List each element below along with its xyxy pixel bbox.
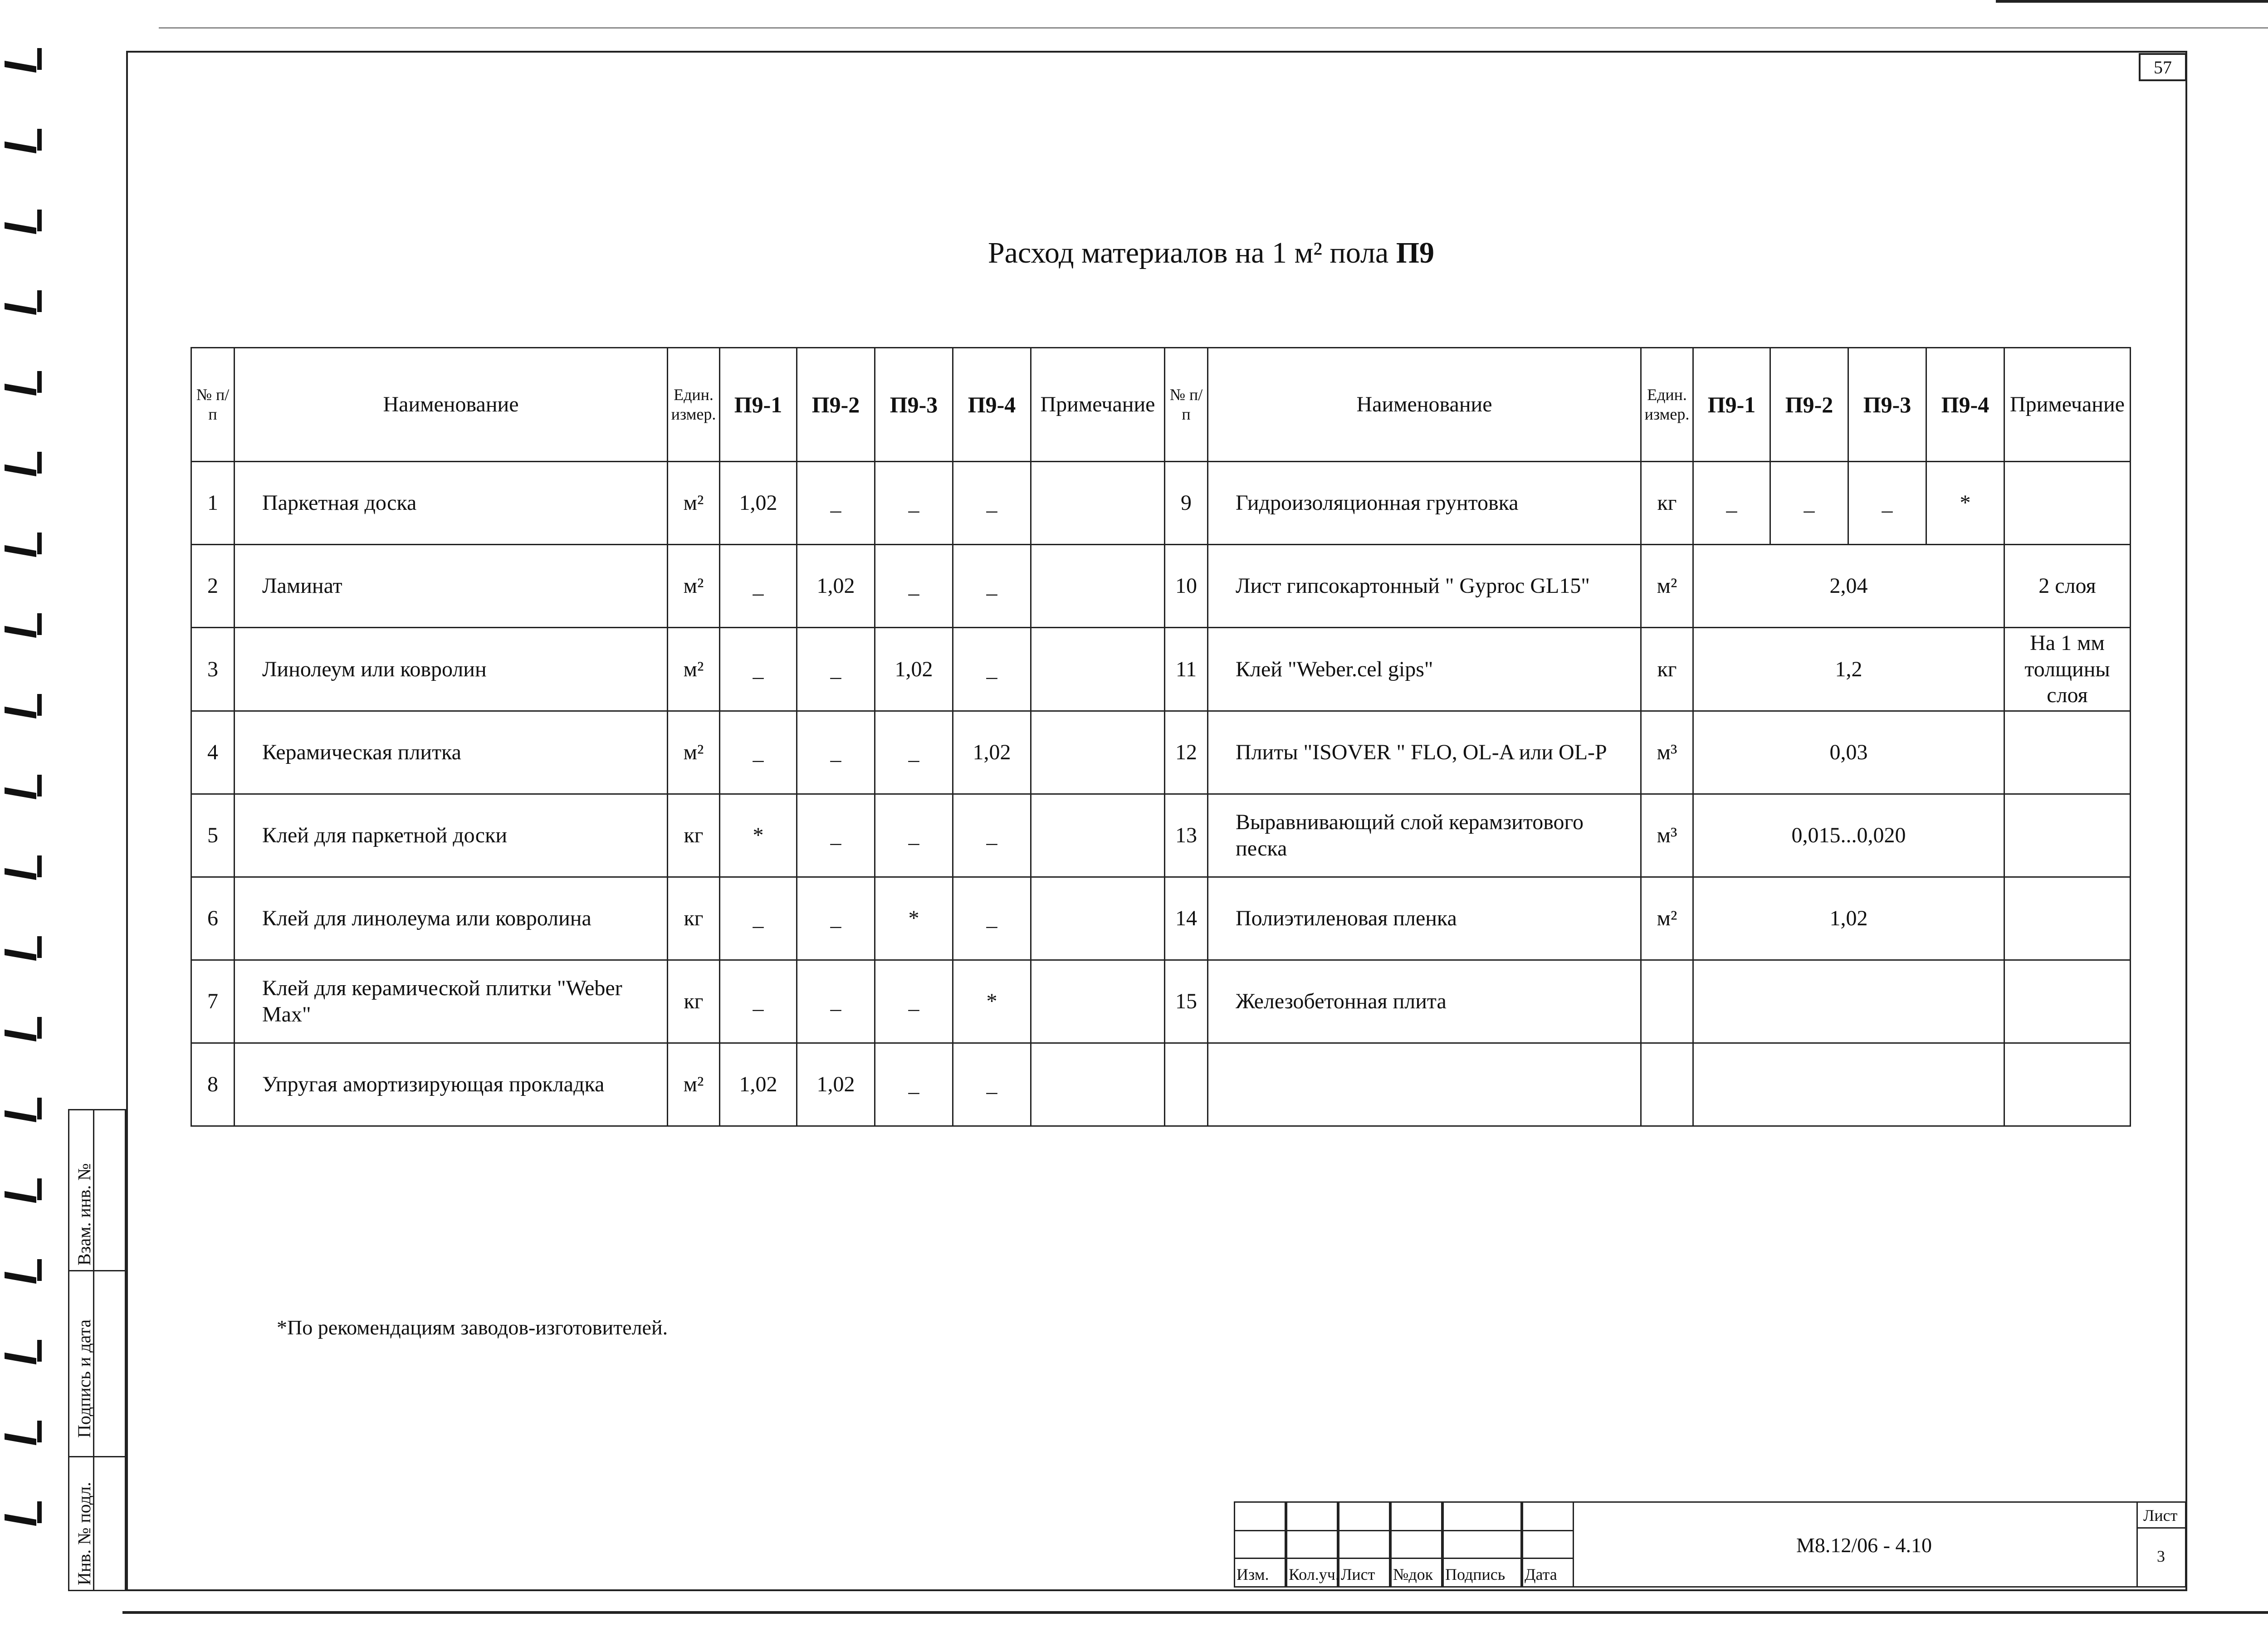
- value-merged: [1693, 1043, 2004, 1126]
- header-note: Примечание: [1031, 348, 1165, 462]
- item-unit: [1641, 960, 1693, 1043]
- title-block-cell-row: [1442, 1530, 1522, 1559]
- header-p9-2: П9-2: [797, 348, 875, 462]
- top-border-line-right: [1996, 0, 2268, 3]
- header-name-right: Наименование: [1208, 348, 1641, 462]
- item-note: [1031, 711, 1165, 794]
- title-block-label: №док: [1393, 1565, 1433, 1583]
- item-unit: кг: [668, 960, 720, 1043]
- row-number: 4: [191, 711, 235, 794]
- header-p9-2-right: П9-2: [1770, 348, 1848, 462]
- title-block-cell-row: [1390, 1530, 1442, 1559]
- binding-mark: [0, 1512, 45, 1526]
- item-unit: м²: [668, 545, 720, 628]
- value-p9-2: _: [797, 628, 875, 711]
- item-note: [2004, 794, 2131, 877]
- value-p9-2: _: [797, 462, 875, 545]
- row-number: 11: [1165, 628, 1208, 711]
- item-note: [1031, 794, 1165, 877]
- value-p9-2: _: [797, 877, 875, 960]
- value-p9-3: _: [875, 462, 953, 545]
- row-number: 15: [1165, 960, 1208, 1043]
- row-number: [1165, 1043, 1208, 1126]
- title-block-label: Изм.: [1237, 1565, 1269, 1583]
- item-unit: кг: [1641, 628, 1693, 711]
- title-block-label: Кол.уч.: [1289, 1565, 1339, 1583]
- binding-mark: [0, 786, 45, 799]
- row-number: 9: [1165, 462, 1208, 545]
- value-p9-3: _: [875, 960, 953, 1043]
- value-p9-3: *: [875, 877, 953, 960]
- value-p9-2: 1,02: [797, 545, 875, 628]
- table-row: [191, 794, 2131, 877]
- item-note: [2004, 960, 2131, 1043]
- item-unit: кг: [1641, 462, 1693, 545]
- item-unit: [1641, 1043, 1693, 1126]
- value-p9-1: _: [720, 711, 797, 794]
- value-merged: 2,04: [1693, 545, 2004, 628]
- value-p9-1: _: [1693, 462, 1770, 545]
- item-unit: кг: [668, 877, 720, 960]
- row-number: 1: [191, 462, 235, 545]
- side-stamp-sign-date: Подпись и дата: [74, 1319, 94, 1438]
- header-unit: Един. измер.: [668, 348, 720, 462]
- sheet-number: 57: [2139, 53, 2187, 81]
- binding-mark: [0, 59, 45, 73]
- item-name: Клей для паркетной доски: [235, 794, 668, 877]
- binding-mark: [0, 1109, 45, 1122]
- title-block-sheet-value: 3: [2157, 1547, 2165, 1565]
- row-number: 14: [1165, 877, 1208, 960]
- binding-mark: [0, 624, 45, 638]
- side-stamp-replace-inv: Взам. инв. №: [74, 1163, 94, 1265]
- value-p9-4: _: [953, 628, 1031, 711]
- value-p9-4: *: [953, 960, 1031, 1043]
- value-merged: [1693, 960, 2004, 1043]
- binding-mark: [0, 1432, 45, 1445]
- item-note: На 1 мм толщины слоя: [2004, 628, 2131, 711]
- item-note: 2 слоя: [2004, 545, 2131, 628]
- header-name: Наименование: [235, 348, 668, 462]
- item-note: [2004, 877, 2131, 960]
- item-note: [1031, 545, 1165, 628]
- value-p9-3: _: [875, 711, 953, 794]
- row-number: 7: [191, 960, 235, 1043]
- item-unit: кг: [668, 794, 720, 877]
- footnote: *По рекомендациям заводов-изготовителей.: [277, 1316, 668, 1339]
- value-p9-3: 1,02: [875, 628, 953, 711]
- row-number: 13: [1165, 794, 1208, 877]
- value-p9-2: _: [797, 794, 875, 877]
- item-name: Клей "Weber.cel gips": [1208, 628, 1641, 711]
- binding-mark: [0, 301, 45, 315]
- row-number: 6: [191, 877, 235, 960]
- item-note: [1031, 877, 1165, 960]
- table-body: [191, 462, 2131, 1126]
- title-block-cell-row: [1522, 1530, 1574, 1559]
- value-merged: 0,015...0,020: [1693, 794, 2004, 877]
- value-p9-1: *: [720, 794, 797, 877]
- table-row: [191, 960, 2131, 1043]
- binding-mark: [0, 1189, 45, 1203]
- value-p9-4: _: [953, 877, 1031, 960]
- table-row: [191, 877, 2131, 960]
- title-block-cell-row: [1286, 1530, 1338, 1559]
- binding-mark: [0, 947, 45, 961]
- header-num-right: № п/п: [1165, 348, 1208, 462]
- row-number: 10: [1165, 545, 1208, 628]
- item-note: [2004, 711, 2131, 794]
- item-name: Полиэтиленовая пленка: [1208, 877, 1641, 960]
- materials-table: [191, 347, 2131, 1127]
- item-name: Керамическая плитка: [235, 711, 668, 794]
- value-p9-3: _: [875, 545, 953, 628]
- title-block-cell-row: [1338, 1530, 1390, 1559]
- value-p9-1: _: [720, 545, 797, 628]
- binding-mark: [0, 1270, 45, 1284]
- item-note: [1031, 1043, 1165, 1126]
- item-unit: м²: [1641, 877, 1693, 960]
- item-name: Гидроизоляционная грунтовка: [1208, 462, 1641, 545]
- item-name: Железобетонная плита: [1208, 960, 1641, 1043]
- table-row: [191, 711, 2131, 794]
- item-note: [1031, 628, 1165, 711]
- value-merged: 1,02: [1693, 877, 2004, 960]
- document-code: М8.12/06 - 4.10: [1796, 1534, 1932, 1557]
- header-note-right: Примечание: [2004, 348, 2131, 462]
- title-block-cell-row: [1234, 1530, 1286, 1559]
- value-p9-4: *: [1926, 462, 2004, 545]
- title-block-label: Подпись: [1445, 1565, 1505, 1583]
- item-name: Ламинат: [235, 545, 668, 628]
- value-p9-1: _: [720, 877, 797, 960]
- value-p9-3: _: [875, 1043, 953, 1126]
- title-text: Расход материалов на 1 м² пола: [987, 236, 1396, 269]
- value-merged: 0,03: [1693, 711, 2004, 794]
- value-p9-4: _: [953, 794, 1031, 877]
- value-p9-2: 1,02: [797, 1043, 875, 1126]
- value-p9-1: _: [720, 960, 797, 1043]
- item-unit: м³: [1641, 711, 1693, 794]
- value-p9-4: 1,02: [953, 711, 1031, 794]
- table-row: [191, 462, 2131, 545]
- side-stamp-inv-original: Инв. № подл.: [74, 1482, 94, 1585]
- row-number: 12: [1165, 711, 1208, 794]
- row-number: 5: [191, 794, 235, 877]
- header-p9-1: П9-1: [720, 348, 797, 462]
- binding-mark: [0, 463, 45, 476]
- value-p9-4: _: [953, 1043, 1031, 1126]
- value-p9-2: _: [1770, 462, 1848, 545]
- table-row: [191, 1043, 2131, 1126]
- table-row: [191, 545, 2131, 628]
- item-unit: м²: [668, 1043, 720, 1126]
- header-p9-4: П9-4: [953, 348, 1031, 462]
- value-p9-4: _: [953, 545, 1031, 628]
- item-name: Паркетная доска: [235, 462, 668, 545]
- row-number: 2: [191, 545, 235, 628]
- item-unit: м²: [668, 711, 720, 794]
- binding-mark: [0, 220, 45, 234]
- item-unit: м²: [668, 462, 720, 545]
- value-p9-2: _: [797, 711, 875, 794]
- item-name: Упругая амортизирующая прокладка: [235, 1043, 668, 1126]
- value-p9-1: 1,02: [720, 1043, 797, 1126]
- item-unit: м²: [668, 628, 720, 711]
- header-p9-3-right: П9-3: [1848, 348, 1926, 462]
- header-p9-3: П9-3: [875, 348, 953, 462]
- binding-mark: [0, 705, 45, 718]
- bottom-border-line: [122, 1611, 2268, 1614]
- row-number: 8: [191, 1043, 235, 1126]
- value-p9-3: _: [1848, 462, 1926, 545]
- item-unit: м³: [1641, 794, 1693, 877]
- item-name: Лист гипсокартонный " Gyproc GL15": [1208, 545, 1641, 628]
- item-name: Выравнивающий слой керамзитового песка: [1208, 794, 1641, 877]
- value-merged: 1,2: [1693, 628, 2004, 711]
- item-name: Плиты "ISOVER " FLO, OL-A или OL-P: [1208, 711, 1641, 794]
- table-row: [191, 628, 2131, 711]
- binding-mark: [0, 866, 45, 880]
- item-name: Клей для линолеума или ковролина: [235, 877, 668, 960]
- value-p9-1: _: [720, 628, 797, 711]
- title-block-label: Лист: [1341, 1565, 1375, 1583]
- row-number: 3: [191, 628, 235, 711]
- value-p9-3: _: [875, 794, 953, 877]
- item-name: Клей для керамической плитки "Weber Max": [235, 960, 668, 1043]
- binding-mark: [0, 1028, 45, 1041]
- item-unit: м²: [1641, 545, 1693, 628]
- item-name: [1208, 1043, 1641, 1126]
- page-title: [544, 236, 1878, 270]
- title-block-sheet-label: Лист: [2143, 1506, 2178, 1524]
- header-p9-1-right: П9-1: [1693, 348, 1770, 462]
- header-unit-right: Един. измер.: [1641, 348, 1693, 462]
- header-p9-4-right: П9-4: [1926, 348, 2004, 462]
- binding-mark: [0, 382, 45, 396]
- item-note: [2004, 462, 2131, 545]
- title-bold: П9: [1396, 236, 1435, 269]
- item-note: [1031, 960, 1165, 1043]
- item-note: [1031, 462, 1165, 545]
- side-stamp-divider-2: [68, 1456, 126, 1457]
- table-header-row: [191, 348, 2131, 462]
- top-border-line: [159, 27, 2268, 29]
- binding-mark: [0, 543, 45, 557]
- header-num: № п/п: [191, 348, 235, 462]
- side-stamp-divider-1: [68, 1270, 126, 1271]
- title-block-label: Дата: [1525, 1565, 1557, 1583]
- value-p9-1: 1,02: [720, 462, 797, 545]
- binding-mark: [0, 140, 45, 153]
- item-note: [2004, 1043, 2131, 1126]
- value-p9-2: _: [797, 960, 875, 1043]
- value-p9-4: _: [953, 462, 1031, 545]
- item-name: Линолеум или ковролин: [235, 628, 668, 711]
- binding-mark: [0, 1351, 45, 1364]
